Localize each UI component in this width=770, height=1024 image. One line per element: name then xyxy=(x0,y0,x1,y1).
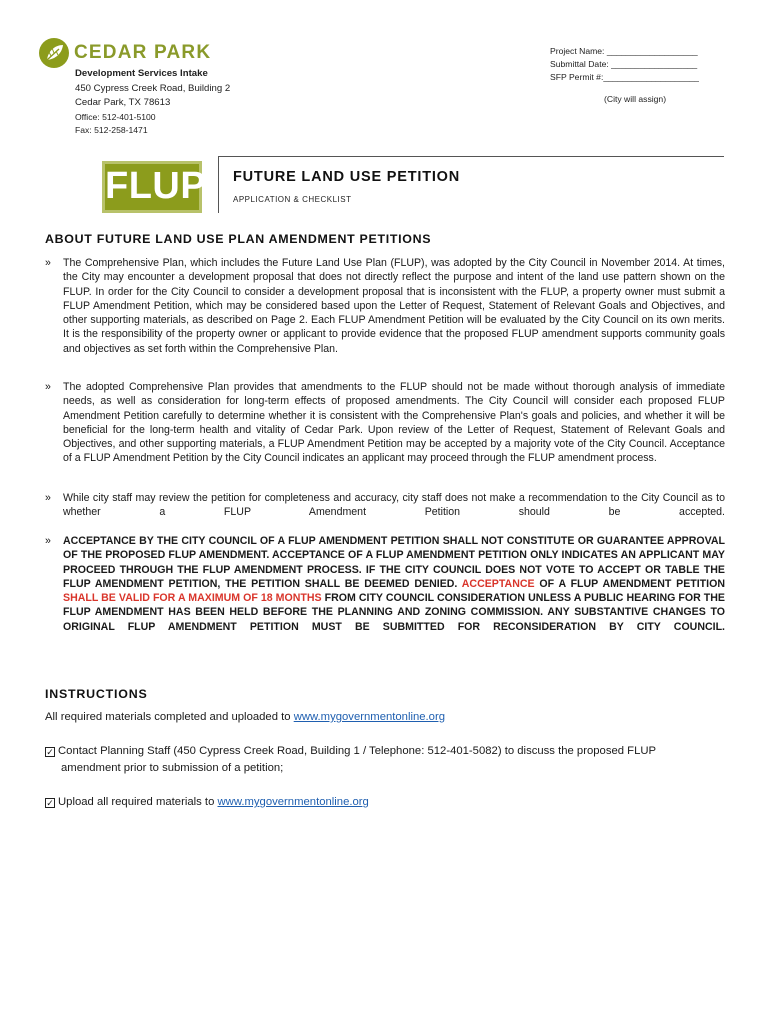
about-heading: ABOUT FUTURE LAND USE PLAN AMENDMENT PETITIONS xyxy=(45,232,432,246)
instruction-item-contact-continued: amendment prior to submission of a petition; xyxy=(61,762,284,774)
checkbox-checked-icon[interactable]: ✓ xyxy=(46,798,54,808)
bullet-marker: » xyxy=(45,492,51,504)
address-line-1: 450 Cypress Creek Road, Building 2 xyxy=(75,82,231,94)
intro-text: All required materials completed and uploaded to xyxy=(45,711,294,723)
warning-text xyxy=(63,534,725,634)
mygovernmentonline-link[interactable]: www.mygovernmentonline.org xyxy=(217,796,369,808)
sfp-permit-field[interactable]: SFP Permit #:____________________ xyxy=(550,72,699,82)
page-title: FUTURE LAND USE PETITION xyxy=(233,169,461,185)
warning-validity-highlight: SHALL BE VALID FOR A MAXIMUM OF 18 MONTHS xyxy=(63,592,322,605)
instruction-text: Contact Planning Staff (450 Cypress Creek Road, Building 1 / Telephone: 512-401-5082) to discuss the proposed FLUP xyxy=(58,745,657,757)
instructions-intro xyxy=(45,709,445,726)
instruction-item-contact xyxy=(45,743,656,760)
about-paragraph-1 xyxy=(45,256,725,356)
address-line-2: Cedar Park, TX 78613 xyxy=(75,97,171,108)
bullet-marker: » xyxy=(45,257,51,269)
submittal-date-field[interactable]: Submittal Date: __________________ xyxy=(550,59,698,69)
leaf-logo-icon xyxy=(38,37,70,69)
logo-text: CEDAR PARK xyxy=(74,42,212,63)
org-address-block xyxy=(75,67,230,137)
project-name-field[interactable]: Project Name: ___________________ xyxy=(550,46,698,56)
project-info-block xyxy=(550,45,699,106)
title-block xyxy=(218,156,724,213)
city-assign-note: (City will assign) xyxy=(604,94,667,104)
paragraph-text: The adopted Comprehensive Plan provides that amendments to the FLUP should not be made without thorough analysis of immediate needs, as well as consideration for long-term effects of proposed amendments. The City Council will consider each proposed FLUP Amendment Petition carefully to determine whether it is consistent with the Comprehensive Plan's goals and policies, and whether it will be beneficial for the long-term health and vitality of Cedar Park. Upon review of the Letter of Request, Statement of Relevant Goals and Objectives, and other supporting materials, a FLUP Amendment Petition may be accepted by a majority vote of the City Council. Acceptance of a FLUP Amendment Petition by the City Council indicates an applicant may proceed through the FLUP amendment process. xyxy=(63,381,725,465)
warning-text-b: OF A FLUP AMENDMENT PETITION xyxy=(534,577,725,590)
page-subtitle: APPLICATION & CHECKLIST xyxy=(233,195,352,204)
bullet-marker: » xyxy=(45,535,51,547)
paragraph-text: The Comprehensive Plan, which includes the Future Land Use Plan (FLUP), was adopted by the City Council in November 2014. At times, the City may encounter a development proposal that does not directly reflect the purpose and intent of the land use pattern shown on the FLUP. In order for the City Council to consider a development proposal that is inconsistent with the FLUP, a property owner must submit a FLUP Amendment Petition, which may be considered based upon the Letter of Request, Statement of Relevant Goals and Objectives, and other supporting materials, as described on Page 2. Each FLUP Amendment Petition will be evaluated by the City Council on its own merits. It is the responsibility of the property owner or applicant to provide evidence that the proposed FLUP amendment supports community goals and objectives as set forth within the Comprehensive Plan. xyxy=(63,257,725,355)
flup-badge: FLUP xyxy=(102,161,202,213)
paragraph-text: While city staff may review the petition for completeness and accuracy, city staff does not make a recommendation to the City Council as to whether a FLUP Amendment Petition should be accepted. xyxy=(63,492,725,519)
instruction-text: Upload all required materials to xyxy=(58,796,218,808)
about-paragraph-4-warning xyxy=(45,534,725,634)
warning-text-a: ACCEPTANCE BY THE CITY COUNCIL OF A FLUP AMENDMENT PETITION SHALL NOT CONSTITUTE OR GUARANTEE APPROVAL OF THE PROPOSED FLUP AMENDMENT. ACCEPTANCE OF A FLUP AMENDMENT PETITION ONLY INDICATES AN APPLICANT MAY PROCEED THROUGH THE FLUP AMENDMENT PROCESS. IF THE CITY COUNCIL DOES NOT VOTE TO ACCEPT OR TABLE THE FLUP AMENDMENT PETITION, THE PETITION SHALL BE DEEMED DENIED. xyxy=(63,535,725,590)
mygovernmentonline-link[interactable]: www.mygovernmentonline.org xyxy=(293,711,446,723)
warning-text-c: FROM CITY COUNCIL CONSIDERATION UNLESS A PUBLIC HEARING FOR THE FLUP AMENDMENT HAS BEEN HELD BEFORE THE PLANNING AND ZONING COMMISSION. ANY SUBSTANTIVE CHANGES TO ORIGINAL FLUP AMENDMENT PETITION MUST BE SUBMITTED FOR RECONSIDERATION BY CITY COUNCIL. xyxy=(63,592,725,633)
bullet-marker: » xyxy=(45,381,51,393)
checkbox-checked-icon[interactable]: ✓ xyxy=(46,747,54,757)
warning-acceptance-highlight: ACCEPTANCE xyxy=(461,577,535,590)
office-phone: Office: 512-401-5100 xyxy=(75,111,156,122)
instructions-heading: INSTRUCTIONS xyxy=(45,687,148,701)
fax-number: Fax: 512-258-1471 xyxy=(75,124,148,135)
instruction-item-upload xyxy=(45,794,369,811)
about-paragraph-3 xyxy=(45,491,725,520)
org-title: Development Services Intake xyxy=(75,68,208,79)
about-paragraph-2 xyxy=(45,380,725,466)
